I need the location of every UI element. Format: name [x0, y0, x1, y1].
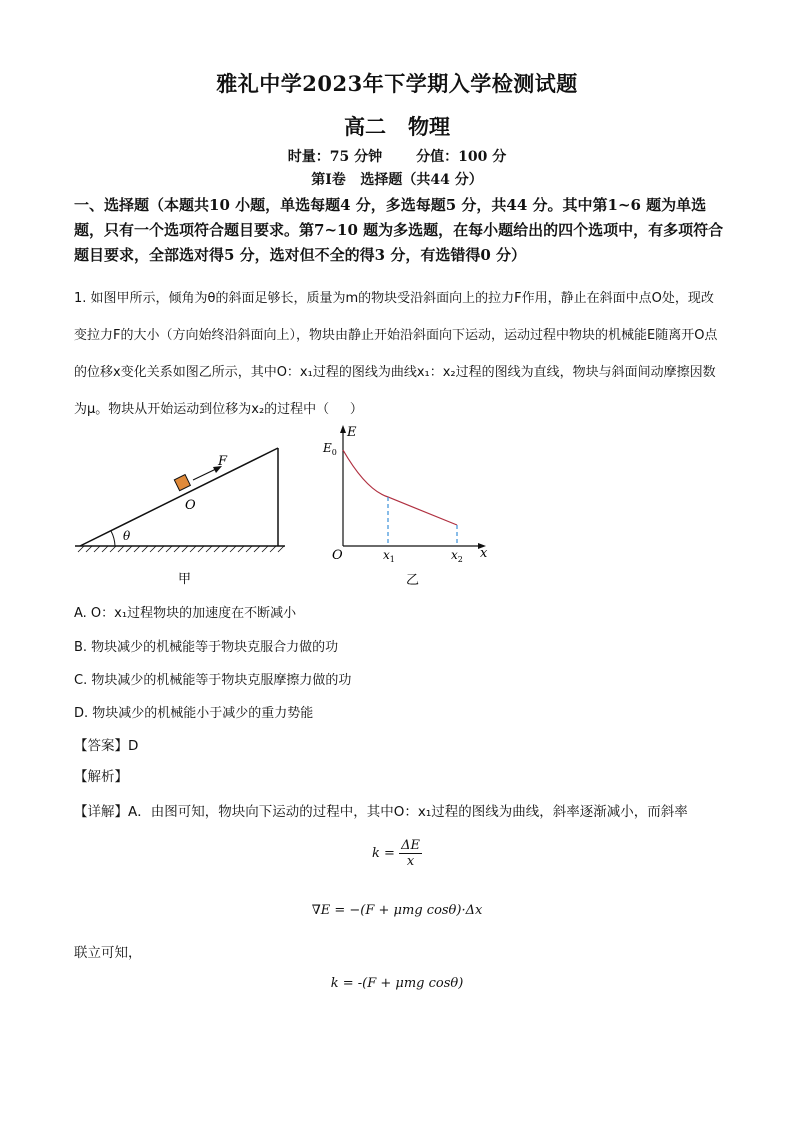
formula-numerator: ΔE: [401, 838, 420, 853]
force-arrow: [193, 468, 218, 480]
part-label: 第Ⅰ卷 选择题（共44 分）: [311, 172, 483, 188]
exam-subtitle: 高二 物理: [344, 114, 450, 139]
combine-text: 联立可知，: [74, 945, 142, 961]
exam-title: 雅礼中学2023年下学期入学检测试题: [216, 71, 578, 96]
block: [174, 475, 190, 491]
y-axis-label: E: [347, 425, 357, 440]
formula-slope-lhs: k =: [372, 846, 400, 861]
x2-tick-label: $x_2$: [451, 548, 463, 564]
figure-a-caption: 甲: [178, 572, 192, 587]
score-label: 分值：100 分: [416, 149, 507, 165]
figure-b-caption: 乙: [406, 573, 420, 588]
energy-curve: [343, 450, 457, 525]
option-b: B. 物块减少的机械能等于物块克服合力做的功: [74, 640, 339, 655]
question-1-stem: 1. 如图甲所示，倾角为θ的斜面足够长，质量为m的物块受沿斜面向上的拉力F作用，静止在斜面中点O处，现改变拉力F的大小（方向始终沿斜面向上），物块由静止开始沿斜面向下运动，运动过程中物块的机械能E随离开O点的位移x变化关系如图乙所示，其中O：x₁过程的图线为曲线x₁：x₂过程的图线为直线，物块与斜面间动摩擦因数为μ。物块从开始运动到位移为x₂的过程中（ ）: [74, 291, 718, 417]
formula-slope: [0, 838, 794, 869]
formula-slope-result: k = -(F + μmg cosθ): [330, 976, 464, 991]
time-label: 时量：75 分钟: [287, 149, 383, 165]
angle-arc: [111, 531, 115, 546]
figure-energy-graph: [318, 420, 498, 590]
formula-fraction: [399, 838, 422, 869]
detail-text: 【详解】A．由图可知，物块向下运动的过程中，其中O：x₁过程的图线为曲线，斜率逐渐减小，而斜率: [74, 804, 688, 820]
x1-tick-label: $x_1$: [383, 548, 395, 564]
y-axis-arrow: [340, 425, 346, 433]
answer-label: 【答案】D: [74, 738, 139, 754]
origin-label: O: [332, 548, 343, 563]
e0-label: $E_0$: [323, 441, 337, 457]
force-label: F: [218, 454, 228, 469]
x-axis-label: x: [480, 546, 488, 561]
angle-label: θ: [123, 529, 131, 543]
ground-hatch: [78, 546, 284, 552]
incline-line: [80, 448, 278, 546]
analysis-label: 【解析】: [74, 769, 128, 785]
point-o-label: O: [185, 498, 196, 513]
option-d: D. 物块减少的机械能小于减少的重力势能: [74, 706, 314, 721]
section-instructions: 一、选择题（本题共10 小题，单选每题4 分，多选每题5 分，共44 分。其中第1~6 题为单选题，只有一个选项符合题目要求。第7~10 题为多选题，在每小题给出的四个选项中，有多项符合题目要求，全部选对得5 分，选对但不全的得3 分，有选错得0 分）: [74, 196, 724, 264]
figure-incline: [70, 440, 290, 590]
option-c: C. 物块减少的机械能等于物块克服摩擦力做的功: [74, 673, 352, 688]
formula-denominator: x: [406, 854, 415, 869]
exam-meta: [0, 146, 794, 166]
option-a: A. O：x₁过程物块的加速度在不断减小: [74, 606, 297, 621]
formula-energy-change: ∇E = −(F + μmg cosθ)·Δx: [311, 903, 483, 918]
